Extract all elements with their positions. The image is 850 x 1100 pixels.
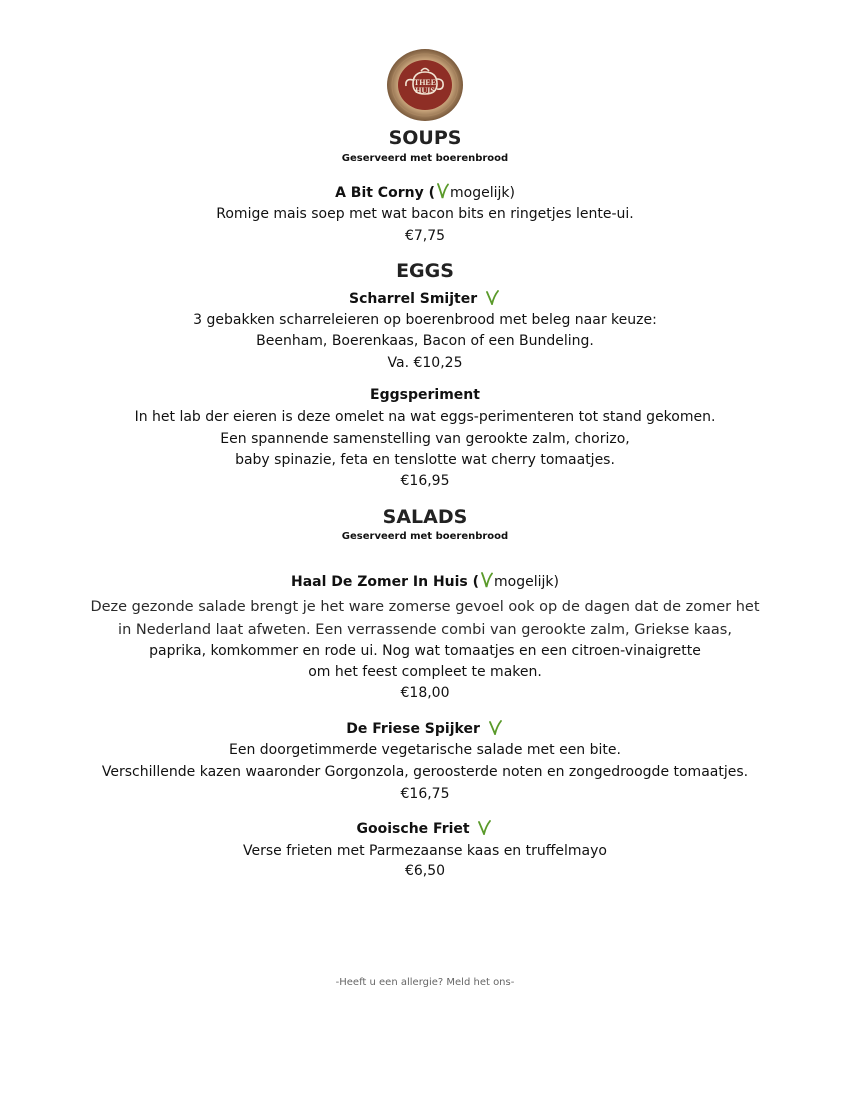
leaf-v-icon	[487, 719, 503, 735]
vegetarian-note: mogelijk	[494, 574, 554, 590]
menu-item-title	[0, 719, 850, 738]
logo-text-line1: THEE	[413, 78, 437, 87]
allergy-note: -Heeft u een allergie? Meld het ons-	[335, 977, 515, 988]
leaf-v-icon	[484, 289, 500, 305]
menu-item-description: om het feest compleet te maken.	[308, 664, 542, 680]
section-title-salads: SALADS	[382, 506, 468, 528]
menu-item-name: De Friese Spijker	[346, 721, 480, 737]
menu-item-description: Verse frieten met Parmezaanse kaas en truffelmayo	[243, 843, 607, 859]
menu-item-name: Eggsperiment	[370, 387, 480, 403]
menu-item-name: Scharrel Smijter	[348, 291, 478, 307]
menu-item-description: 3 gebakken scharreleieren op boerenbrood met beleg naar keuze:	[193, 312, 657, 328]
paren-open: (	[428, 185, 435, 201]
menu-item-price: €7,75	[404, 228, 446, 244]
paren-close: )	[553, 574, 559, 590]
section-title-soups: SOUPS	[388, 127, 462, 149]
menu-item-description: Beenham, Boerenkaas, Bacon of een Bundeling.	[256, 333, 594, 349]
vegetarian-note: mogelijk	[449, 185, 510, 201]
menu-item-title	[0, 819, 850, 838]
menu-item-description: Een spannende samenstelling van gerookte zalm, chorizo,	[220, 431, 630, 447]
logo-text-line2: HUIS	[415, 86, 435, 95]
menu-item-price: Va. €10,25	[387, 355, 463, 371]
menu-item-price: €16,95	[400, 473, 450, 489]
menu-item-title	[0, 572, 850, 591]
section-subtitle-salads: Geserveerd met boerenbrood	[341, 531, 509, 542]
menu-item-title	[0, 183, 850, 202]
paren-close: )	[509, 185, 515, 201]
menu-item-name: A Bit Corny	[335, 185, 424, 201]
menu-item-price: €6,50	[404, 863, 446, 879]
menu-item-description: in Nederland laat afweten. Een verrassende combi van gerookte zalm, Griekse kaas,	[118, 622, 732, 638]
thee-huis-logo	[386, 48, 464, 122]
menu-item-description: baby spinazie, feta en tenslotte wat cherry tomaatjes.	[235, 452, 615, 468]
menu-item-description: Romige mais soep met wat bacon bits en ringetjes lente-ui.	[216, 206, 634, 222]
section-title-eggs: EGGS	[396, 260, 454, 282]
menu-item-name: Gooische Friet	[356, 821, 470, 837]
leaf-v-icon	[481, 572, 493, 588]
menu-item-description: In het lab der eieren is deze omelet na wat eggs-perimenteren tot stand gekomen.	[134, 409, 716, 425]
menu-item-name: Haal De Zomer In Huis	[290, 574, 468, 590]
leaf-v-icon	[437, 183, 449, 199]
paren-open: (	[472, 574, 480, 590]
menu-item-description: Verschillende kazen waaronder Gorgonzola, geroosterde noten en zongedroogde tomaatjes.	[101, 764, 749, 780]
section-subtitle-soups: Geserveerd met boerenbrood	[341, 153, 509, 164]
menu-item-description: Deze gezonde salade brengt je het ware zomerse gevoel ook op de dagen dat de zomer het	[90, 599, 760, 615]
menu-item-title	[0, 289, 850, 308]
menu-item-price: €18,00	[400, 685, 450, 701]
menu-item-description: paprika, komkommer en rode ui. Nog wat tomaatjes en een citroen-vinaigrette	[149, 643, 701, 659]
menu-item-description: Een doorgetimmerde vegetarische salade met een bite.	[229, 742, 621, 758]
menu-item-price: €16,75	[400, 786, 450, 802]
leaf-v-icon	[476, 819, 492, 835]
